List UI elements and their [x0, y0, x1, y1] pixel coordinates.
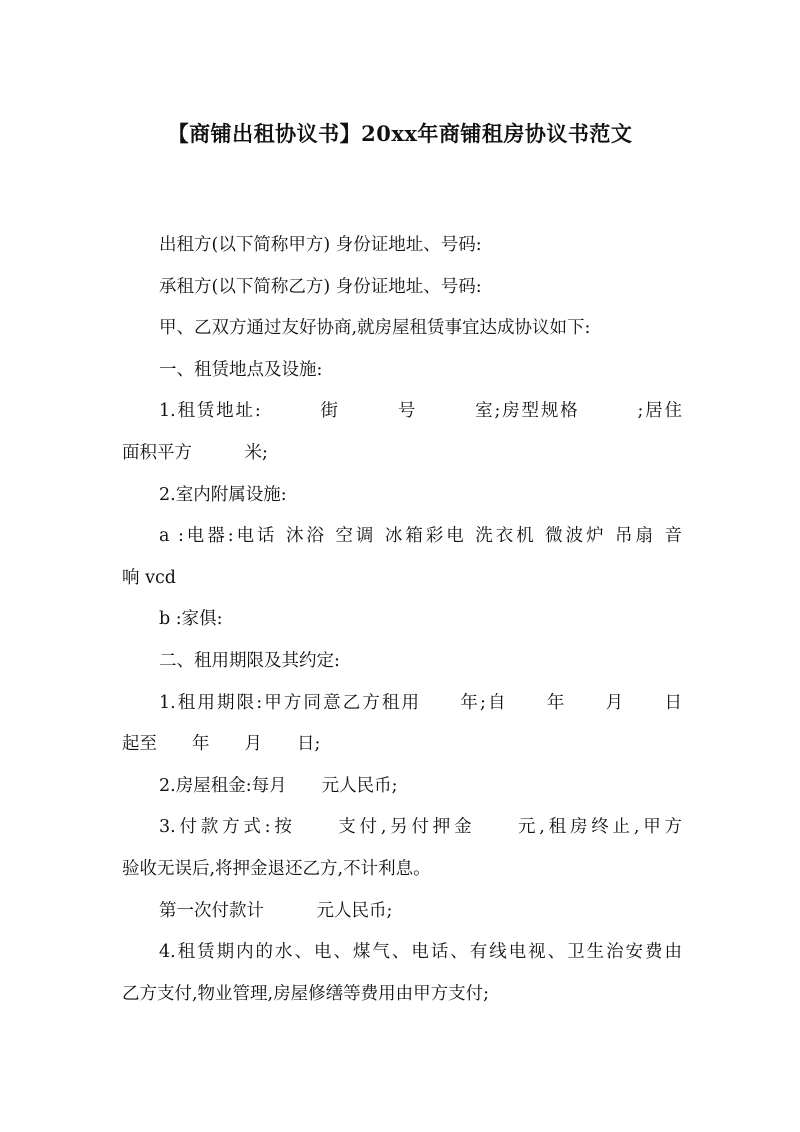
clause-payment-method-cont: 验收无误后,将押金退还乙方,不计利息。	[122, 858, 431, 879]
clause-appliances: a :电器:电话 沐浴 空调 冰箱彩电 洗衣机 微波炉 吊扇 音	[159, 526, 682, 547]
clause-utilities: 4.租赁期内的水、电、煤气、电话、有线电视、卫生治安费由	[159, 942, 682, 963]
clause-first-payment: 第一次付款计 元人民币;	[159, 900, 393, 921]
section-heading-term: 二、租用期限及其约定:	[159, 650, 340, 671]
document-title: 【商铺出租协议书】20xx年商铺租房协议书范文	[167, 121, 633, 146]
clause-utilities-cont: 乙方支付,物业管理,房屋修缮等费用由甲方支付;	[122, 983, 490, 1004]
agreement-intro: 甲、乙双方通过友好协商,就房屋租赁事宜达成协议如下:	[159, 318, 591, 339]
clause-rental-address-cont: 面积平方 米;	[122, 442, 268, 463]
clause-facilities: 2.室内附属设施:	[159, 484, 287, 505]
lessor-line: 出租方(以下简称甲方) 身份证地址、号码:	[159, 235, 482, 255]
clause-lease-term: 1.租用期限:甲方同意乙方租用 年;自 年 月 日	[159, 692, 682, 713]
clause-rent: 2.房屋租金:每月 元人民币;	[159, 775, 398, 796]
document-body	[122, 225, 682, 1015]
clause-furniture: b :家俱:	[159, 609, 223, 630]
clause-rental-address: 1.租赁地址: 街 号 室;房型规格 ;居住	[159, 401, 682, 422]
clause-payment-method: 3.付款方式:按 支付,另付押金 元,租房终止,甲方	[159, 817, 682, 838]
lessee-line: 承租方(以下简称乙方) 身份证地址、号码:	[159, 276, 482, 297]
section-heading-location: 一、租赁地点及设施:	[159, 359, 323, 380]
clause-lease-term-cont: 起至 年 月 日;	[122, 734, 321, 755]
clause-appliances-cont: 响 vcd	[122, 567, 176, 588]
